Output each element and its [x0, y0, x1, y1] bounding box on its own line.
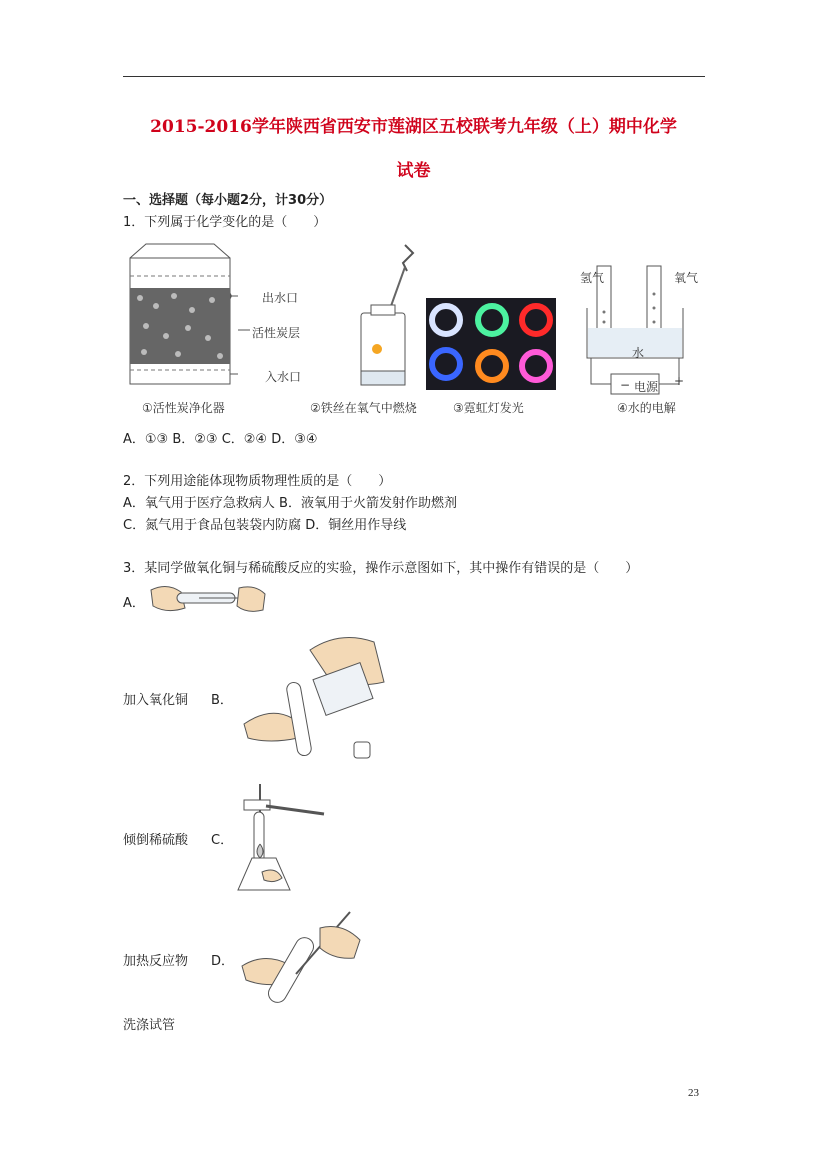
wash-test-tube-figure [238, 910, 366, 1008]
label-power-supply: 电源 [634, 380, 659, 394]
page-title-line2: 试卷 [396, 161, 431, 181]
caption-water-electrolysis: ④水的电解 [617, 401, 676, 415]
label-water-inlet: 入水口 [265, 370, 302, 384]
question-3-stem: 3．某同学做氧化铜与稀硫酸反应的实验，操作示意图如下，其中操作有错误的是（ ） [123, 561, 639, 576]
question-1-options: A．①③ B．②③ C．②④ D．③④ [123, 432, 318, 447]
page-title: 2015-2016学年陕西省西安市莲湖区五校联考九年级（上）期中化学 [150, 117, 677, 137]
label-water: 水 [632, 346, 645, 360]
label-carbon-layer: 活性炭层 [252, 326, 301, 340]
page-number: 23 [688, 1087, 699, 1099]
question-3-option-c: C． [211, 833, 234, 848]
question-3-caption-a: 加入氧化铜 [123, 693, 189, 708]
caption-iron-burning: ②铁丝在氧气中燃烧 [310, 401, 417, 415]
add-copper-oxide-figure [147, 580, 269, 616]
section-heading: 一、选择题（每小题2分，计30分） [123, 193, 333, 208]
neon-lights-figure [426, 298, 556, 390]
question-3-caption-b: 倾倒稀硫酸 [123, 833, 189, 848]
label-plus: + [674, 374, 685, 388]
question-3-option-d: D． [211, 954, 235, 969]
pour-acid-figure [240, 630, 390, 762]
question-3-option-b: B． [211, 693, 233, 708]
question-2-options-cd: C．氮气用于食品包装袋内防腐 D．铜丝用作导线 [123, 518, 407, 533]
label-oxygen: 氧气 [674, 271, 699, 285]
label-hydrogen: 氢气 [580, 271, 605, 285]
question-3-caption-d: 洗涤试管 [123, 1018, 176, 1033]
question-1-stem: 1．下列属于化学变化的是（ ） [123, 215, 327, 230]
caption-neon-lights: ③霓虹灯发光 [453, 401, 524, 415]
question-3-caption-c: 加热反应物 [123, 954, 189, 969]
heat-reactant-figure [236, 782, 328, 894]
question-2-stem: 2．下列用途能体现物质物理性质的是（ ） [123, 474, 392, 489]
question-2-options-ab: A．氧气用于医疗急救病人 B．液氧用于火箭发射作助燃剂 [123, 496, 457, 511]
label-water-outlet: 出水口 [262, 291, 299, 305]
question-3-option-a: A． [123, 596, 145, 611]
label-minus: − [620, 378, 631, 392]
header-rule [123, 76, 705, 77]
iron-burning-figure [355, 245, 415, 390]
caption-carbon-purifier: ①活性炭净化器 [142, 401, 225, 415]
